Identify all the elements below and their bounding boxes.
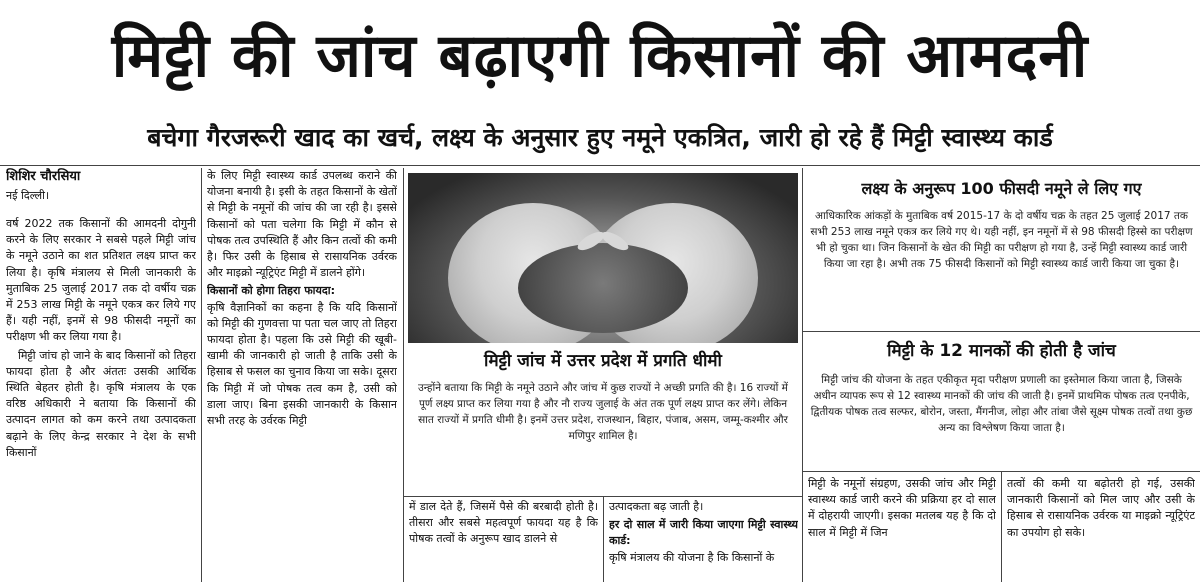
col2-paragraph-1: के लिए मिट्टी स्वास्थ्य कार्ड उपलब्ध कराने की योजना बनायी है। इसी के तहत किसानों के खेतों से मिट्टी के नमूनों की जांच की जा रही है। इससे किसानों को पता चलेगा कि मिट्टी में कौन से पोषक तत्व उपस्थिति हैं और किन तत्वों की कमी है। फिर उसी के हिसाब से रासायनिक उर्वरक और माइक्रो न्यूट्रिएंट मिट्टी में डालने होंगे। [207,169,397,280]
article-column-1 [6,168,196,582]
article-column-6 [1007,476,1195,582]
col2-paragraph-2: कृषि वैज्ञानिकों का कहना है कि यदि किसानों को मिट्टी की गुणवत्ता पा पता चल जाए तो तिहरा फायदा होता है। पहला कि उसे मिट्टी की खूबी-खामी की जानकारी हो जाती है ताकि उसी के हिसाब से फसल का चुनाव किया जा सके। दूसरा कि मिट्टी में जो पोषक तत्व कम है, उसी को डाला जाए। बिना इसकी जानकारी के किसान सभी तरह के उर्वरक मिट्टी [207,300,397,428]
right-box-1-title: लक्ष्य के अनुरूप 100 फीसदी नमूने ले लिए गए [861,179,1142,198]
soil-in-hands-photo [408,173,798,343]
center-box-title: मिट्टी जांच में उत्तर प्रदेश में प्रगति धीमी [484,351,722,371]
col5-text: मिट्टी के नमूनों संग्रहण, उसकी जांच और मिट्टी स्वास्थ्य कार्ड जारी करने की प्रक्रिया हर दो साल में दोहरायी जाएगी। इसका मतलब यह है कि दो साल में मिट्टी में जिन [808,477,996,539]
subheadline: बचेगा गैरजरूरी खाद का खर्च, लक्ष्य के अनुसार हुए नमूने एकत्रित, जारी हो रहे हैं मिट्टी स्वास्थ्य कार्ड [147,123,1053,152]
dateline: नई दिल्ली। [6,189,50,202]
center-right-divider [802,168,803,582]
right-box-1-text: आधिकारिक आंकड़ों के मुताबिक वर्ष 2015-17 के दो वर्षीय चक्र के तहत 25 जुलाई 2017 तक सभी 253 लाख नमूने एकत्र कर लिये गए थे। यही नहीं, इन नमूनों में से 98 फीसदी हिस्से का परीक्षण भी हो चुका था। जिन किसानों के खेत की मिट्टी का परीक्षण हो गया है, उन्हें मिट्टी स्वास्थ्य कार्ड जारी किया जा रहा है। अभी तक 75 फीसदी किसानों को मिट्टी स्वास्थ्य कार्ड जारी किया जा चुका है। [810,210,1193,270]
col1-col2-divider [201,168,202,582]
col2-subheading: किसानों को होगा तिहरा फायदा: [207,284,335,298]
col5-col6-divider [1001,472,1002,582]
col4-paragraph-2: कृषि मंत्रालय की योजना है कि किसानों के [609,550,775,564]
headline: मिट्टी की जांच बढ़ाएगी किसानों की आमदनी [111,21,1089,91]
article-column-3 [409,499,598,582]
right-box-divider [803,331,1200,332]
col1-paragraph-1: वर्ष 2022 तक किसानों की आमदनी दोगुनी करने के लिए सरकार ने सबसे पहले मिट्टी जांच के नमूने उठाने का शत प्रतिशत लक्ष्य प्राप्त कर लिया है। कृषि मंत्रालय से मिली जानकारी के मुताबिक 25 जुलाई 2017 तक दो वर्षीय चक्र में 253 लाख मिट्टी के नमूने एकत्र कर लिये गए हैं। यही नहीं, इनमें से 98 फीसदी नमूनों का परीक्षण भी कर लिया गया है। [6,217,196,344]
right-box-2-text: मिट्टी जांच की योजना के तहत एकीकृत मृदा परीक्षण प्रणाली का इस्तेमाल किया जाता है, जिसके अधीन व्यापक रूप से 12 स्वास्थ्य मानकों की जांच की जाती है। इनमें प्राथमिक पोषक तत्व एनपीके, द्वितीयक पोषक तत्व सल्फर, बोरोन, जस्ता, मैंगनीज, लोहा और तांबा जैसे सूक्ष्म पोषक तत्वों तथा कुछ अन्य का विश्लेषण किया जाता है। [810,374,1193,434]
col1-paragraph-2: मिट्टी जांच हो जाने के बाद किसानों को तिहरा फायदा होता है और अंततः उसकी आर्थिक स्थिति बेहतर होती है। कृषि मंत्रालय के एक वरिष्ठ अधिकारी ने बताया कि किसानों की उत्पादन लागत को कम करने तथा उत्पादकता बढ़ाने के लिए केन्द्र सरकार ने देश के सभी किसानों [6,348,196,459]
col2-center-divider [403,168,404,582]
article-column-5 [808,476,996,582]
col4-subheading: हर दो साल में जारी किया जाएगा मिट्टी स्वास्थ्य कार्ड: [609,518,798,548]
right-box-2-title: मिट्टी के 12 मानकों की होती है जांच [887,341,1116,361]
byline: शिशिर चौरसिया [6,169,81,184]
center-box-text: उन्होंने बताया कि मिट्टी के नमूने उठाने और जांच में कुछ राज्यों ने अच्छी प्रगति की है। 16 राज्यों में पूर्ण लक्ष्य प्राप्त कर लिया गया है और नौ राज्य जुलाई के अंत तक पूर्ण लक्ष्य प्राप्त कर लेंगे। लेकिन सात राज्यों में प्रगति धीमी है। इनमें उत्तर प्रदेश, राजस्थान, बिहार, पंजाब, असम, जम्मू-कश्मीर और मणिपुर शामिल है। [418,382,788,442]
article-column-2 [207,168,397,582]
soil-heap [518,243,688,333]
top-divider [0,165,1200,166]
col6-text: तत्वों की कमी या बढ़ोतरी हो गई, उसकी जानकारी किसानों को मिल जाए और उसी के हिसाब से रासायनिक उर्वरक या माइक्रो न्यूट्रिएंट का उपयोग हो सके। [1007,477,1195,539]
article-column-4 [609,499,798,582]
col3-col4-divider [603,497,604,582]
col3-text: में डाल देते हैं, जिसमें पैसे की बरबादी होती है। तीसरा और सबसे महत्वपूर्ण फायदा यह है कि पोषक तत्वों के अनुरूप खाद डालने से [409,500,598,546]
col4-paragraph-1: उत्पादकता बढ़ जाती है। [609,500,704,513]
